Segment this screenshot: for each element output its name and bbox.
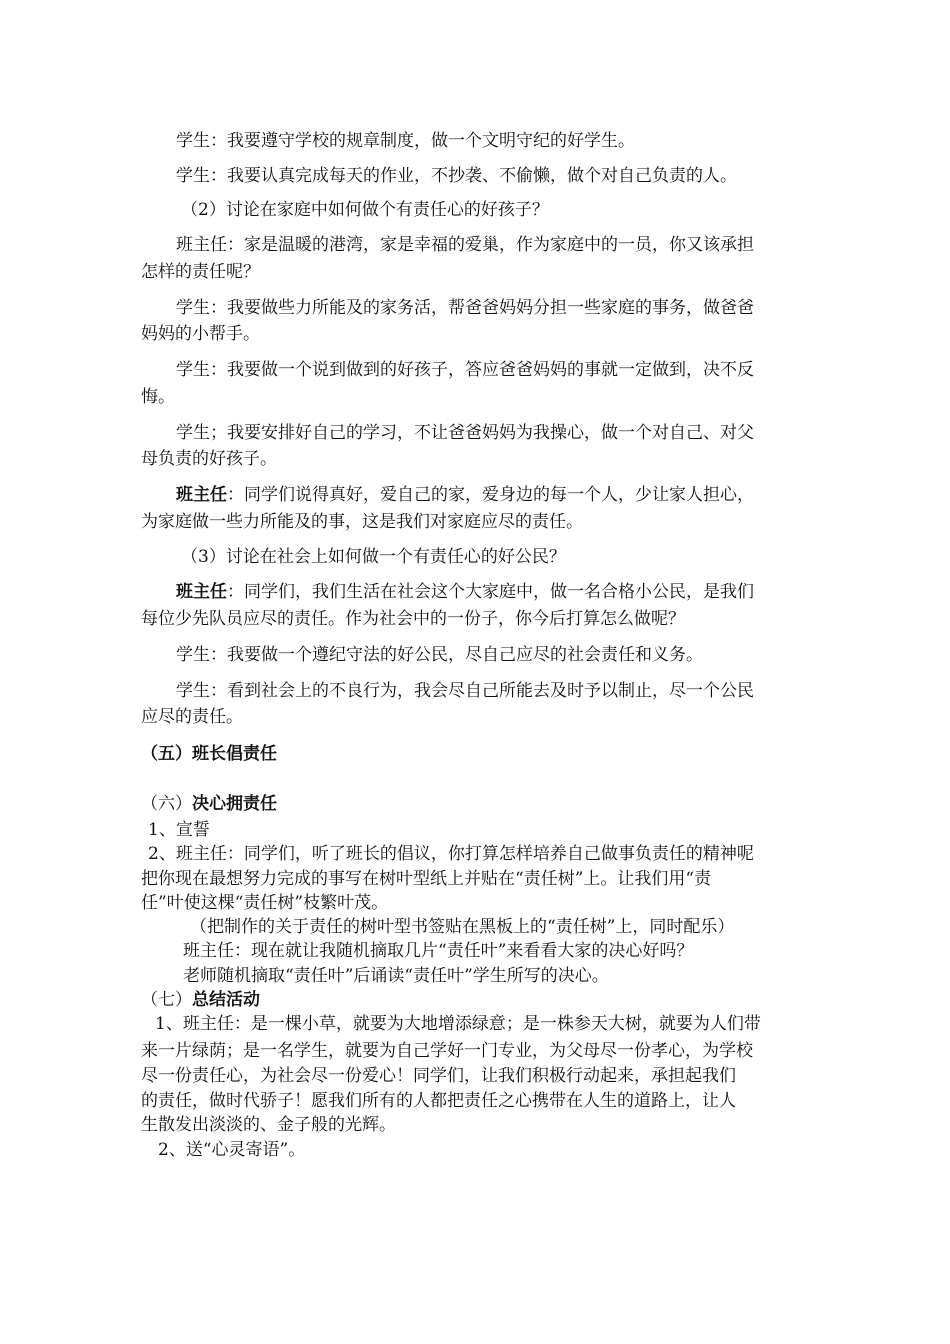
paragraph-cont: 尽一份责任心，为社会尽一份爱心！同学们，让我们积极行动起来，承担起我们 [141, 1066, 736, 1086]
paragraph: 学生：我要认真完成每天的作业，不抄袭、不偷懒，做个对自己负责的人。 [176, 166, 737, 186]
paragraph: 学生：我要做一个说到做到的好孩子，答应爸爸妈妈的事就一定做到，决不反 [176, 360, 754, 380]
list-item: 1、班主任：是一棵小草，就要为大地增添绿意；是一株参天大树，就要为人们带 [155, 1014, 761, 1034]
section-title: 总结活动 [192, 990, 260, 1010]
section-number: （六） [141, 794, 192, 814]
speaker-text: ：同学们，我们生活在社会这个大家庭中，做一名合格小公民，是我们 [227, 582, 754, 602]
paragraph-cont: 妈妈的小帮手。 [141, 324, 260, 344]
discussion-heading: （2）讨论在家庭中如何做个有责任心的好孩子？ [181, 200, 549, 220]
paragraph: 学生：看到社会上的不良行为，我会尽自己所能去及时予以制止，尽一个公民 [176, 681, 754, 701]
discussion-heading: （3）讨论在社会上如何做一个有责任心的好公民？ [181, 547, 566, 567]
paragraph-cont: 来一片绿荫；是一名学生，就要为自己学好一门专业，为父母尽一份孝心，为学校 [141, 1041, 753, 1061]
paragraph: 老师随机摘取“责任叶”后诵读“责任叶”学生所写的决心。 [183, 966, 609, 986]
list-item: 1、宣誓 [148, 820, 210, 840]
paragraph-cont: 任”叶使这棵“责任树”枝繁叶茂。 [141, 893, 389, 913]
speaker-label: 班主任 [176, 582, 227, 602]
paragraph-cont: 把你现在最想努力完成的事写在树叶型纸上并贴在“责任树”上。让我们用“责 [141, 869, 712, 889]
paragraph-cont: 怎样的责任呢？ [141, 262, 260, 282]
list-item: 2、送“心灵寄语”。 [158, 1140, 306, 1160]
section-heading-6 [141, 792, 277, 816]
speaker-text: ：同学们说得真好，爱自己的家，爱身边的每一个人，少让家人担心， [227, 485, 754, 505]
paragraph-cont: 母负责的好孩子。 [141, 449, 277, 469]
section-number: （七） [141, 990, 192, 1010]
paragraph: 学生：我要做些力所能及的家务活，帮爸爸妈妈分担一些家庭的事务，做爸爸 [176, 298, 754, 318]
paragraph-cont: 的责任，做时代骄子！愿我们所有的人都把责任之心携带在人生的道路上，让人 [141, 1091, 736, 1111]
paragraph-cont: 为家庭做一些力所能及的事，这是我们对家庭应尽的责任。 [141, 512, 583, 532]
section-heading-5: （五）班长倡责任 [141, 744, 277, 764]
section-heading-7 [141, 988, 260, 1012]
paragraph: 班主任：现在就让我随机摘取几片“责任叶”来看看大家的决心好吗？ [183, 941, 694, 961]
section-title: 决心拥责任 [192, 794, 277, 814]
paragraph [176, 483, 754, 507]
paragraph: 学生；我要安排好自己的学习，不让爸爸妈妈为我操心，做一个对自己、对父 [176, 423, 754, 443]
paragraph [176, 580, 754, 604]
paragraph-cont: 生散发出淡淡的、金子般的光辉。 [141, 1115, 396, 1135]
paragraph: （把制作的关于责任的树叶型书签贴在黑板上的“责任树”上，同时配乐） [190, 917, 735, 937]
list-item: 2、班主任：同学们，听了班长的倡议，你打算怎样培养自己做事负责任的精神呢 [148, 844, 754, 864]
paragraph: 班主任：家是温暖的港湾，家是幸福的爱巢，作为家庭中的一员，你又该承担 [176, 235, 754, 255]
paragraph-cont: 应尽的责任。 [141, 707, 243, 727]
paragraph: 学生：我要遵守学校的规章制度，做一个文明守纪的好学生。 [176, 131, 635, 151]
paragraph-cont: 悔。 [141, 387, 175, 407]
speaker-label: 班主任 [176, 485, 227, 505]
paragraph: 学生：我要做一个遵纪守法的好公民，尽自己应尽的社会责任和义务。 [176, 645, 703, 665]
paragraph-cont: 每位少先队员应尽的责任。作为社会中的一份子，你今后打算怎么做呢？ [141, 609, 685, 629]
